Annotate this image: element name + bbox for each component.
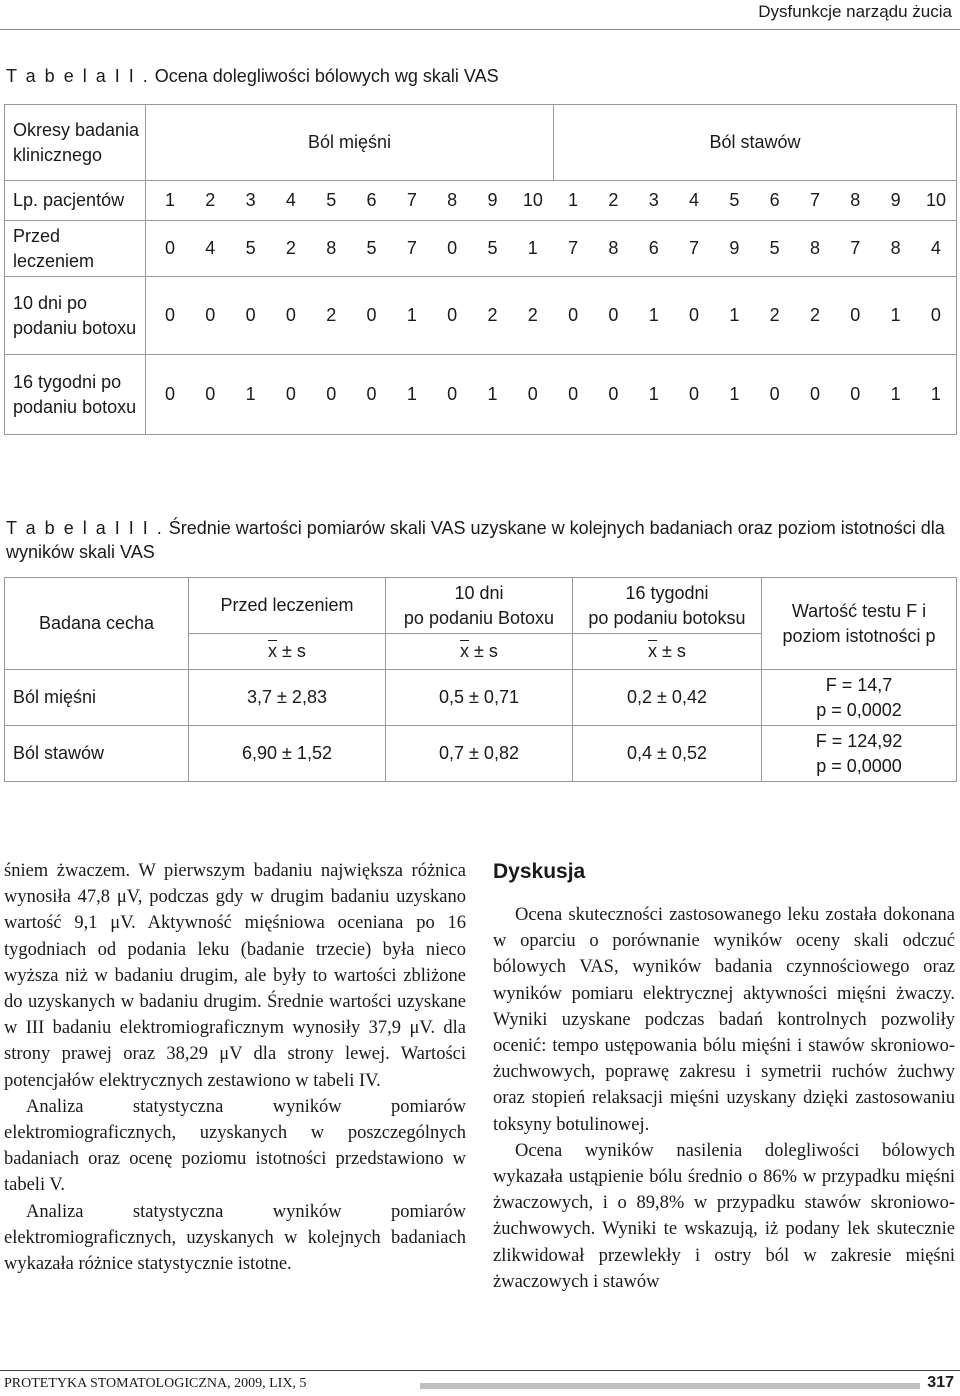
- vas-value: 0: [850, 305, 861, 325]
- col-feature-header: Badana cecha: [5, 578, 189, 670]
- vas-value: 0: [689, 384, 700, 404]
- mean-symbol: $\overline{x}$: [268, 641, 278, 661]
- col-16w-line1: 16 tygodni: [625, 582, 709, 603]
- vas-value: 1: [930, 384, 941, 404]
- vas-value: 0: [809, 384, 820, 404]
- paragraph: Ocena wyników nasilenia dolegliwości bólowych wykazała ustąpienie bólu średnio o 86% w przypadku mięśni żwaczowych, i o 89,8% w przypadku stawów skroniowo-żuchwowych. Wyniki te wskazują, iż podany lek skutecznie zlikwidował przewlekły i ostry ból w zakresie mięśni żwaczowych i stawów: [493, 1140, 955, 1292]
- vas-value: 5: [366, 238, 377, 258]
- patient-number: 1: [164, 190, 175, 210]
- vas-value: 0: [164, 384, 175, 404]
- vas-value: 0: [527, 384, 538, 404]
- f-value: F = 124,92: [815, 730, 903, 751]
- row-label-10d: 10 dni po podaniu botoxu: [5, 277, 146, 355]
- vas-value: 1: [527, 238, 538, 258]
- col-10d-header: [386, 578, 573, 634]
- right-column: [493, 858, 955, 1295]
- vas-value: 0: [930, 305, 941, 325]
- vas-value: 6: [648, 238, 659, 258]
- periods-label: Okresy badania klinicznego: [5, 105, 146, 181]
- patient-number: 7: [809, 190, 820, 210]
- table2-label: T a b e l a I I .: [6, 66, 150, 86]
- sd-symbol: ± s: [469, 641, 498, 661]
- vas-value: 1: [245, 384, 256, 404]
- vas-value: 2: [769, 305, 780, 325]
- vas-value: 1: [648, 305, 659, 325]
- table2: [4, 104, 957, 435]
- page-number: 317: [927, 1374, 954, 1391]
- vas-value: 1: [890, 384, 901, 404]
- vas-value: 0: [366, 305, 377, 325]
- journal-footer: PROTETYKA STOMATOLOGICZNA, 2009, LIX, 5: [4, 1376, 307, 1391]
- vas-value: 1: [406, 305, 417, 325]
- vas-value: 0: [245, 305, 256, 325]
- patient-number: 7: [406, 190, 417, 210]
- cell-before: 3,7 ± 2,83: [189, 670, 386, 726]
- patient-number: 4: [689, 190, 700, 210]
- paragraph: Analiza statystyczna wyników pomiarów elektromiograficznych, uzyskanych w poszczególnych badaniach oraz ocenę poziomu istotności przedstawiono w tabeli V.: [4, 1096, 466, 1196]
- vas-value: 0: [326, 384, 337, 404]
- col-10d-line2: po podaniu Botoxu: [403, 607, 555, 628]
- col-10d-line1: 10 dni: [454, 582, 504, 603]
- patient-number: 5: [326, 190, 337, 210]
- patient-number: 9: [890, 190, 901, 210]
- vas-value: 0: [366, 384, 377, 404]
- cell-16w: 0,4 ± 0,52: [573, 726, 762, 782]
- vas-value: 0: [164, 305, 175, 325]
- vas-value: 0: [447, 384, 458, 404]
- vas-value: 0: [850, 384, 861, 404]
- footer-bar: [420, 1383, 920, 1389]
- patient-number: 6: [769, 190, 780, 210]
- running-header: Dysfunkcje narządu żucia: [758, 2, 952, 21]
- cell-before: 6,90 ± 1,52: [189, 726, 386, 782]
- vas-value: 0: [205, 305, 216, 325]
- cell-10d: 0,7 ± 0,82: [386, 726, 573, 782]
- vas-value: 0: [447, 238, 458, 258]
- paragraph: śniem żwaczem. W pierwszym badaniu największa różnica wynosiła 47,8 μV, podczas gdy w drugim badaniu uzyskano wartość 9,1 μV. Aktywność mięśniowa oceniana po 16 tygodniach od podania leku (badanie trzecie) była nieco wyższa niż w badaniu drugim, ale były to wartości zbliżone do uzyskanych w badaniu drugim. Średnie wartości uzyskane w III badaniu elektromiograficznym wynosiły 37,9 μV. dla strony prawej oraz 38,29 μV dla strony lewej. Wartości potencjałów elektrycznych zestawiono w tabeli IV.: [4, 861, 466, 1091]
- col-f-header: Wartość testu F i poziom istotności p: [762, 578, 957, 670]
- patient-number: 8: [447, 190, 458, 210]
- vas-value: 5: [769, 238, 780, 258]
- patient-number: 4: [285, 190, 296, 210]
- vas-value: 0: [285, 305, 296, 325]
- table-row: [5, 726, 957, 782]
- vas-value: 1: [406, 384, 417, 404]
- patient-number: 9: [487, 190, 498, 210]
- patients-label: Lp. pacjentów: [5, 181, 146, 221]
- p-value: p = 0,0002: [816, 699, 902, 720]
- vas-value: 1: [890, 305, 901, 325]
- mean-symbol: $\overline{x}$: [648, 641, 658, 661]
- row-label-16w: 16 tygodni po podaniu botoxu: [5, 355, 146, 435]
- row-values-16w: [146, 355, 957, 435]
- vas-value: 0: [447, 305, 458, 325]
- cell-f: [762, 726, 957, 782]
- patient-number: 10: [522, 190, 543, 210]
- vas-value: 9: [729, 238, 740, 258]
- patient-number: 2: [608, 190, 619, 210]
- cell-f: [762, 670, 957, 726]
- table-row: [5, 670, 957, 726]
- vas-value: 2: [487, 305, 498, 325]
- vas-value: 1: [729, 305, 740, 325]
- vas-value: 5: [487, 238, 498, 258]
- row-values-10d: [146, 277, 957, 355]
- vas-value: 0: [689, 305, 700, 325]
- vas-value: 1: [487, 384, 498, 404]
- f-value: F = 14,7: [825, 674, 893, 695]
- vas-value: 0: [769, 384, 780, 404]
- table2-title: Ocena dolegliwości bólowych wg skali VAS: [154, 66, 499, 86]
- paragraph: Ocena skuteczności zastosowanego leku została dokonana w oparciu o porównanie wyników oceny skali odczuć bólowych VAS, wyników badania czynnościowego oraz wyników pomiaru elektrycznej aktywności mięśni żwaczy. Wyniki uzyskane podczas badań kontrolnych pozwoliły ocenić: tempo ustępowania bólu mięśni i stawów skroniowo-żuchwowych, poprawę zakresu i symetrii ruchów żuchwy oraz stopień relaksacji mięśni uzyskany dzięki zastosowaniu toksyny botulinowej.: [493, 905, 955, 1135]
- vas-value: 8: [326, 238, 337, 258]
- table3: [4, 577, 957, 782]
- sd-symbol: ± s: [277, 641, 306, 661]
- vas-value: 0: [205, 384, 216, 404]
- footer-rule: [0, 1370, 960, 1371]
- row-values-before: [146, 221, 957, 277]
- vas-value: 7: [689, 238, 700, 258]
- vas-value: 0: [608, 384, 619, 404]
- vas-value: 1: [729, 384, 740, 404]
- col-before-header: Przed leczeniem: [189, 578, 386, 634]
- vas-value: 7: [850, 238, 861, 258]
- patient-number: 2: [205, 190, 216, 210]
- vas-value: 0: [568, 384, 579, 404]
- vas-value: 0: [164, 238, 175, 258]
- cell-16w: 0,2 ± 0,42: [573, 670, 762, 726]
- row-label: Ból stawów: [5, 726, 189, 782]
- patient-number: 6: [366, 190, 377, 210]
- left-column: [4, 858, 466, 1277]
- vas-value: 8: [608, 238, 619, 258]
- vas-value: 7: [406, 238, 417, 258]
- table3-title: Średnie wartości pomiarów skali VAS uzyskane w kolejnych badaniach oraz poziom istotności dla wyników skali VAS: [6, 518, 945, 562]
- patient-number: 3: [245, 190, 256, 210]
- mean-symbol: $\overline{x}$: [460, 641, 470, 661]
- vas-value: 8: [809, 238, 820, 258]
- paragraph: Analiza statystyczna wyników pomiarów elektromiograficznych, uzyskanych w kolejnych badaniach wykazała różnice statystycznie istotne.: [4, 1201, 466, 1275]
- patient-number: 5: [729, 190, 740, 210]
- stat-header: [189, 634, 386, 670]
- table3-caption: [6, 516, 946, 564]
- vas-value: 0: [285, 384, 296, 404]
- vas-value: 1: [648, 384, 659, 404]
- vas-value: 7: [568, 238, 579, 258]
- vas-value: 2: [527, 305, 538, 325]
- patient-numbers-cell: [146, 181, 957, 221]
- vas-value: 4: [930, 238, 941, 258]
- p-value: p = 0,0000: [816, 755, 902, 776]
- table2-caption: [6, 64, 946, 88]
- patient-number: 3: [648, 190, 659, 210]
- patient-number: 1: [568, 190, 579, 210]
- patient-number: 10: [925, 190, 946, 210]
- vas-value: 2: [809, 305, 820, 325]
- row-label-before: Przed leczeniem: [5, 221, 146, 277]
- col-16w-line2: po podaniu botoksu: [588, 607, 746, 628]
- group-muscle-header: Ból mięśni: [146, 105, 554, 181]
- vas-value: 2: [285, 238, 296, 258]
- stat-header: [386, 634, 573, 670]
- sd-symbol: ± s: [657, 641, 686, 661]
- col-16w-header: [573, 578, 762, 634]
- stat-header: [573, 634, 762, 670]
- vas-value: 4: [205, 238, 216, 258]
- cell-10d: 0,5 ± 0,71: [386, 670, 573, 726]
- vas-value: 5: [245, 238, 256, 258]
- group-joint-header: Ból stawów: [554, 105, 957, 181]
- patient-number: 8: [850, 190, 861, 210]
- header-rule: [0, 29, 960, 30]
- vas-value: 2: [326, 305, 337, 325]
- vas-value: 8: [890, 238, 901, 258]
- table3-label: T a b e l a I I I .: [6, 518, 164, 538]
- vas-value: 0: [568, 305, 579, 325]
- vas-value: 0: [608, 305, 619, 325]
- section-heading: Dyskusja: [493, 860, 586, 883]
- row-label: Ból mięśni: [5, 670, 189, 726]
